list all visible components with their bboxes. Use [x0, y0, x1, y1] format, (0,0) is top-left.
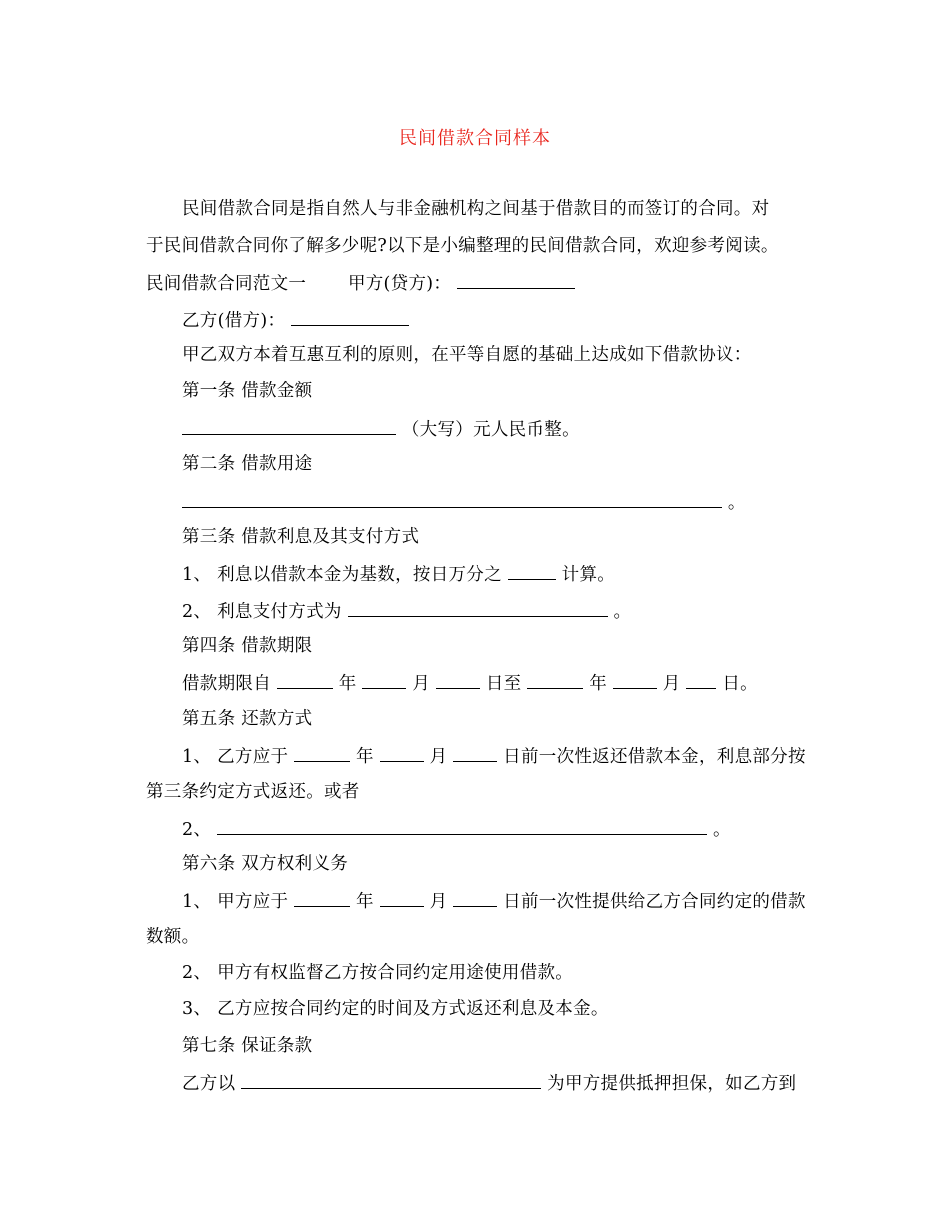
payment-method-blank	[348, 600, 608, 617]
article-1-heading: 第一条 借款金额	[182, 381, 313, 401]
article-5-heading: 第五条 还款方式	[182, 709, 313, 729]
end-day-blank	[686, 672, 716, 689]
document-title: 民间借款合同样本	[399, 128, 551, 149]
intro-line-2: 于民间借款合同你了解多少呢?以下是小编整理的民间借款合同，欢迎参考阅读。	[146, 236, 779, 256]
article-6-heading: 第六条 双方权利义务	[182, 854, 349, 874]
intro-line-3	[146, 272, 575, 294]
article-5-item-2: 2、 。	[182, 820, 731, 840]
end-year-blank	[527, 672, 583, 689]
preamble: 甲乙双方本着互惠互利的原则，在平等自愿的基础上达成如下借款协议：	[182, 345, 752, 365]
start-month-blank	[362, 672, 406, 689]
start-year-blank	[277, 672, 333, 689]
article-7-heading: 第七条 保证条款	[182, 1036, 313, 1056]
party-b-line	[182, 309, 409, 331]
article-3-heading: 第三条 借款利息及其支付方式	[182, 527, 420, 547]
provide-year-blank	[294, 890, 350, 907]
amount-blank	[182, 418, 396, 435]
repay-month-blank	[380, 745, 424, 762]
collateral-blank	[241, 1072, 541, 1089]
repay-year-blank	[294, 745, 350, 762]
article-2-purpose: 。	[182, 491, 746, 513]
article-6-item-2: 2、 甲方有权监督乙方按合同约定用途使用借款。	[182, 963, 574, 983]
article-3-item-2: 2、 利息支付方式为 。	[182, 602, 632, 622]
sample-heading: 民间借款合同范文一	[146, 274, 307, 294]
article-6-item-1-cont: 数额。	[146, 927, 200, 947]
article-6-item-3: 3、 乙方应按合同约定的时间及方式返还利息及本金。	[182, 999, 609, 1019]
alt-repayment-blank	[217, 818, 707, 835]
party-b-label: 乙方(借方)：	[182, 311, 286, 331]
article-4-heading: 第四条 借款期限	[182, 636, 313, 656]
article-7-text: 乙方以 为甲方提供抵押担保，如乙方到	[182, 1074, 797, 1094]
purpose-blank	[182, 491, 722, 508]
interest-rate-blank	[508, 563, 556, 580]
party-b-blank	[291, 309, 409, 326]
provide-month-blank	[380, 890, 424, 907]
article-2-heading: 第二条 借款用途	[182, 454, 313, 474]
repay-day-blank	[453, 745, 497, 762]
article-6-item-1: 1、 甲方应于 年 月 日前一次性提供给乙方合同约定的借款	[182, 892, 806, 912]
party-a-blank	[457, 272, 575, 289]
party-a-label: 甲方(贷方)：	[347, 274, 452, 294]
start-day-blank	[436, 672, 480, 689]
article-5-item-1-cont: 第三条约定方式返还。或者	[146, 782, 360, 802]
provide-day-blank	[453, 890, 497, 907]
article-5-item-1: 1、 乙方应于 年 月 日前一次性返还借款本金，利息部分按	[182, 747, 806, 767]
intro-line-1: 民间借款合同是指自然人与非金融机构之间基于借款目的而签订的合同。对	[182, 199, 770, 219]
article-4-term: 借款期限自 年 月 日至 年 月 日。	[182, 674, 758, 694]
article-1-amount: （大写）元人民币整。	[182, 418, 580, 440]
article-3-item-1: 1、 利息以借款本金为基数，按日万分之 计算。	[182, 565, 616, 585]
end-month-blank	[613, 672, 657, 689]
